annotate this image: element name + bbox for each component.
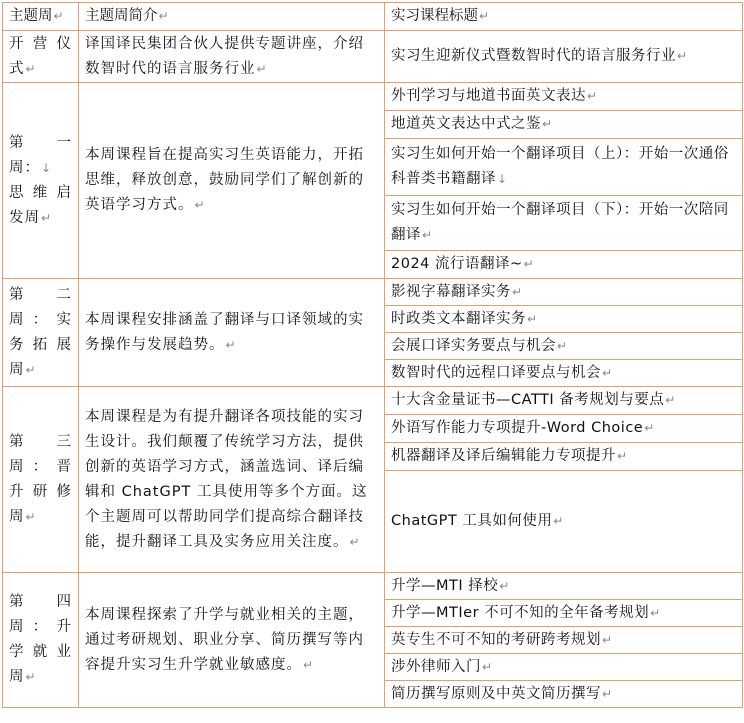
opening-course-1: 实习生迎新仪式暨数智时代的语言服务行业↵ <box>385 31 743 83</box>
week3-intro: 本周课程是为有提升翻译各项技能的实习生设计。我们颠覆了传统学习方法，提供创新的英语学习方式，涵盖选词、译后编辑和 ChatGPT 工具使用等多个方面。这个主题周可以帮助同学们提高综合翻译技能，提升翻译工具及实务应用关注度。↵ <box>79 387 385 573</box>
week2-course-4: 数智时代的远程口译要点与机会↵ <box>385 360 743 387</box>
week2-row <box>3 279 743 306</box>
week2-theme: 第 二 周：实 务拓展 周↵ <box>3 279 79 387</box>
week1-course-1: 外刊学习与地道书面英文表达↵ <box>385 83 743 111</box>
week4-course-1: 升学—MTI 择校↵ <box>385 573 743 600</box>
opening-row <box>3 31 743 83</box>
header-row <box>3 3 743 31</box>
curriculum-table <box>2 2 743 708</box>
header-intro: 主题周简介↵ <box>79 3 385 31</box>
week3-course-2: 外语写作能力专项提升-Word Choice↵ <box>385 415 743 443</box>
week2-course-2: 时政类文本翻译实务↵ <box>385 306 743 333</box>
week1-theme: 第 一 周：↓ 思维启 发周↵ <box>3 83 79 279</box>
opening-theme: 开营仪 式↵ <box>3 31 79 83</box>
week3-course-1: 十大含金量证书—CATTI 备考规划与要点↵ <box>385 387 743 415</box>
week3-course-3: 机器翻译及译后编辑能力专项提升↵ <box>385 443 743 471</box>
week4-row <box>3 573 743 600</box>
week1-row <box>3 83 743 111</box>
week4-course-2: 升学—MTIer 不可不知的全年备考规划↵ <box>385 600 743 627</box>
week1-course-4: 实习生如何开始一个翻译项目（下）：开始一次陪同翻译↵ <box>385 196 743 251</box>
week4-intro: 本周课程探索了升学与就业相关的主题，通过考研规划、职业分享、简历撰写等内容提升实习生升学就业敏感度。↵ <box>79 573 385 708</box>
week4-theme: 第 四 周：升 学就业 周↵ <box>3 573 79 708</box>
week2-intro: 本周课程安排涵盖了翻译与口译领域的实务操作与发展趋势。↵ <box>79 279 385 387</box>
week4-course-5: 简历撰写原则及中英文简历撰写↵ <box>385 681 743 708</box>
week1-intro: 本周课程旨在提高实习生英语能力，开拓思维，释放创意，鼓励同学们了解创新的英语学习方式。↵ <box>79 83 385 279</box>
week2-course-3: 会展口译实务要点与机会↵ <box>385 333 743 360</box>
header-theme-week: 主题周↵ <box>3 3 79 31</box>
week1-course-5: 2024 流行语翻译~↵ <box>385 251 743 279</box>
week2-course-1: 影视字幕翻译实务↵ <box>385 279 743 306</box>
week3-theme: 第 三 周：晋 升研修 周↵ <box>3 387 79 573</box>
opening-intro: 译国译民集团合伙人提供专题讲座，介绍数智时代的语言服务行业↵ <box>79 31 385 83</box>
week3-row <box>3 387 743 415</box>
week1-course-2: 地道英文表达中式之鉴↵ <box>385 111 743 139</box>
header-course-title: 实习课程标题↵ <box>385 3 743 31</box>
week1-course-3: 实习生如何开始一个翻译项目（上）：开始一次通俗科普类书籍翻译↓ <box>385 139 743 196</box>
week4-course-4: 涉外律师入门↵ <box>385 654 743 681</box>
week4-course-3: 英专生不可不知的考研跨考规划↵ <box>385 627 743 654</box>
week3-course-4: ChatGPT 工具如何使用↵ <box>385 471 743 573</box>
